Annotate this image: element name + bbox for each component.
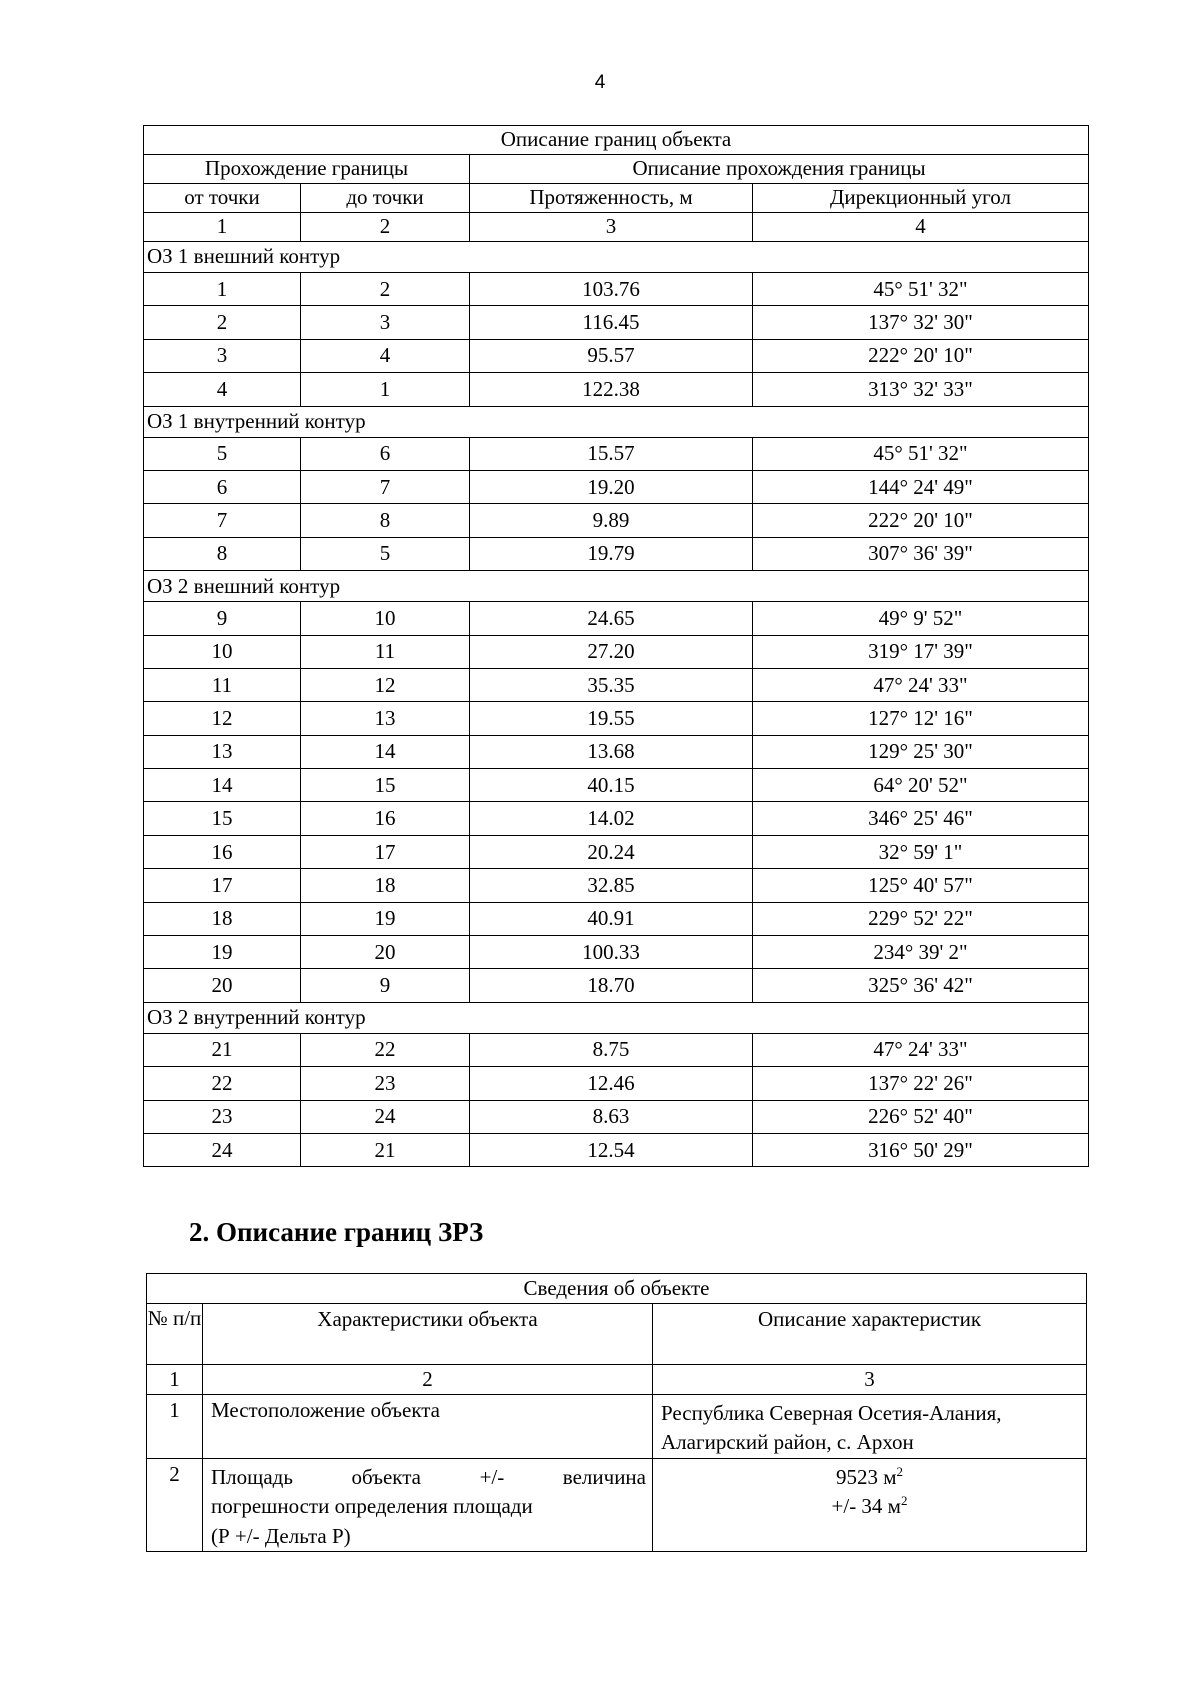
table-row	[144, 668, 1089, 701]
column-number: 2	[203, 1365, 653, 1395]
to-point: 2	[301, 273, 470, 306]
word: +/-	[479, 1465, 505, 1489]
from-point: 13	[144, 735, 301, 768]
length-value: 14.02	[470, 802, 753, 835]
from-point: 2	[144, 306, 301, 339]
length-value: 12.46	[470, 1067, 753, 1100]
to-point: 6	[301, 437, 470, 470]
table-row	[144, 1133, 1089, 1166]
length-value: 95.57	[470, 339, 753, 372]
contour-section-row	[144, 1002, 1089, 1033]
length-value: 19.20	[470, 470, 753, 503]
to-point: 11	[301, 635, 470, 668]
to-point: 4	[301, 339, 470, 372]
from-point: 4	[144, 373, 301, 406]
page-number: 4	[594, 72, 606, 93]
from-point: 14	[144, 769, 301, 802]
object-info-table	[146, 1273, 1087, 1552]
direction-angle: 49° 9' 52"	[753, 602, 1089, 635]
table-row	[144, 1067, 1089, 1100]
contour-section-row	[144, 571, 1089, 602]
direction-angle: 64° 20' 52"	[753, 769, 1089, 802]
word: Площадь	[211, 1465, 293, 1489]
length-value: 12.54	[470, 1133, 753, 1166]
characteristic-area	[203, 1459, 653, 1552]
direction-angle: 125° 40' 57"	[753, 869, 1089, 902]
characteristic-location: Местоположение объекта	[203, 1395, 653, 1459]
to-point: 13	[301, 702, 470, 735]
table-row	[144, 702, 1089, 735]
column-number: 4	[753, 213, 1089, 242]
to-point: 15	[301, 769, 470, 802]
column-header-to: до точки	[301, 184, 470, 213]
column-number: 3	[653, 1365, 1087, 1395]
direction-angle: 127° 12' 16"	[753, 702, 1089, 735]
from-point: 8	[144, 537, 301, 570]
to-point: 16	[301, 802, 470, 835]
column-header-characteristic: Характеристики объекта	[203, 1304, 653, 1365]
length-value: 18.70	[470, 969, 753, 1002]
section-heading: 2. Описание границ ЗРЗ	[189, 1217, 484, 1247]
direction-angle: 307° 36' 39"	[753, 537, 1089, 570]
to-point: 7	[301, 470, 470, 503]
characteristic-area-line2: погрешности определения площади	[211, 1494, 533, 1519]
direction-angle: 144° 24' 49"	[753, 470, 1089, 503]
area-value: 9523 $м^2$	[835, 1464, 904, 1489]
to-point: 20	[301, 936, 470, 969]
info-table-title: Сведения об объекте	[147, 1274, 1087, 1304]
to-point: 10	[301, 602, 470, 635]
direction-angle: 319° 17' 39"	[753, 635, 1089, 668]
table-row	[144, 306, 1089, 339]
word: величина	[562, 1465, 646, 1489]
from-point: 17	[144, 869, 301, 902]
from-point: 15	[144, 802, 301, 835]
to-point: 5	[301, 537, 470, 570]
group-header-passage: Прохождение границы	[144, 155, 470, 184]
to-point: 12	[301, 668, 470, 701]
direction-angle: 47° 24' 33"	[753, 1033, 1089, 1066]
table-row	[144, 902, 1089, 935]
column-header-description: Описание характеристик	[653, 1304, 1087, 1365]
table-row	[144, 437, 1089, 470]
from-point: 10	[144, 635, 301, 668]
from-point: 7	[144, 504, 301, 537]
direction-angle: 32° 59' 1"	[753, 835, 1089, 868]
direction-angle: 45° 51' 32"	[753, 437, 1089, 470]
column-header-angle: Дирекционный угол	[753, 184, 1089, 213]
direction-angle: 137° 32' 30"	[753, 306, 1089, 339]
length-value: 103.76	[470, 273, 753, 306]
length-value: 9.89	[470, 504, 753, 537]
table-row	[144, 1100, 1089, 1133]
column-number: 1	[147, 1365, 203, 1395]
to-point: 3	[301, 306, 470, 339]
table-row	[144, 504, 1089, 537]
table-row	[144, 735, 1089, 768]
table-row	[144, 936, 1089, 969]
table-row	[144, 635, 1089, 668]
direction-angle: 234° 39' 2"	[753, 936, 1089, 969]
from-point: 16	[144, 835, 301, 868]
length-value: 13.68	[470, 735, 753, 768]
contour-section-title: ОЗ 1 внутренний контур	[144, 406, 1089, 437]
length-value: 15.57	[470, 437, 753, 470]
boundaries-table	[143, 125, 1089, 1167]
length-value: 20.24	[470, 835, 753, 868]
length-value: 24.65	[470, 602, 753, 635]
length-value: 32.85	[470, 869, 753, 902]
length-value: 8.63	[470, 1100, 753, 1133]
from-point: 21	[144, 1033, 301, 1066]
direction-angle: 45° 51' 32"	[753, 273, 1089, 306]
direction-angle: 325° 36' 42"	[753, 969, 1089, 1002]
table-row	[144, 537, 1089, 570]
column-header-from: от точки	[144, 184, 301, 213]
from-point: 6	[144, 470, 301, 503]
to-point: 23	[301, 1067, 470, 1100]
table-row	[144, 769, 1089, 802]
from-point: 19	[144, 936, 301, 969]
direction-angle: 47° 24' 33"	[753, 668, 1089, 701]
to-point: 18	[301, 869, 470, 902]
description-area	[653, 1459, 1087, 1552]
length-value: 116.45	[470, 306, 753, 339]
column-number: 1	[144, 213, 301, 242]
table-row	[144, 273, 1089, 306]
column-header-length: Протяженность, м	[470, 184, 753, 213]
group-header-description: Описание прохождения границы	[470, 155, 1089, 184]
from-point: 11	[144, 668, 301, 701]
column-header-num: № п/п	[147, 1304, 203, 1365]
boundaries-table-title: Описание границ объекта	[144, 126, 1089, 155]
table-row	[144, 869, 1089, 902]
direction-angle: 222° 20' 10"	[753, 339, 1089, 372]
length-value: 40.15	[470, 769, 753, 802]
to-point: 17	[301, 835, 470, 868]
direction-angle: 137° 22' 26"	[753, 1067, 1089, 1100]
to-point: 8	[301, 504, 470, 537]
to-point: 9	[301, 969, 470, 1002]
table-row	[144, 602, 1089, 635]
from-point: 23	[144, 1100, 301, 1133]
length-value: 35.35	[470, 668, 753, 701]
table-row	[144, 1033, 1089, 1066]
to-point: 19	[301, 902, 470, 935]
table-row	[144, 802, 1089, 835]
to-point: 21	[301, 1133, 470, 1166]
to-point: 1	[301, 373, 470, 406]
length-value: 100.33	[470, 936, 753, 969]
length-value: 8.75	[470, 1033, 753, 1066]
area-error: +/- 34 $м^2$	[831, 1493, 908, 1519]
table-row	[144, 969, 1089, 1002]
characteristic-area-line1	[211, 1463, 646, 1492]
word: объекта	[351, 1465, 421, 1489]
direction-angle: 226° 52' 40"	[753, 1100, 1089, 1133]
contour-section-title: ОЗ 1 внешний контур	[144, 242, 1089, 273]
from-point: 5	[144, 437, 301, 470]
contour-section-row	[144, 242, 1089, 273]
to-point: 14	[301, 735, 470, 768]
length-value: 122.38	[470, 373, 753, 406]
characteristic-area-line3: (Р +/- Дельта Р)	[211, 1523, 351, 1548]
from-point: 9	[144, 602, 301, 635]
contour-section-title: ОЗ 2 внешний контур	[144, 571, 1089, 602]
table-row	[144, 373, 1089, 406]
from-point: 22	[144, 1067, 301, 1100]
contour-section-row	[144, 406, 1089, 437]
superscript: 2	[900, 1493, 908, 1509]
table-row	[144, 470, 1089, 503]
from-point: 20	[144, 969, 301, 1002]
table-row	[144, 339, 1089, 372]
length-value: 19.79	[470, 537, 753, 570]
from-point: 24	[144, 1133, 301, 1166]
length-value: 19.55	[470, 702, 753, 735]
direction-angle: 313° 32' 33"	[753, 373, 1089, 406]
from-point: 18	[144, 902, 301, 935]
row-number: 2	[147, 1459, 203, 1552]
from-point: 12	[144, 702, 301, 735]
direction-angle: 346° 25' 46"	[753, 802, 1089, 835]
column-number: 3	[470, 213, 753, 242]
row-number: 1	[147, 1395, 203, 1459]
to-point: 24	[301, 1100, 470, 1133]
direction-angle: 316° 50' 29"	[753, 1133, 1089, 1166]
direction-angle: 229° 52' 22"	[753, 902, 1089, 935]
direction-angle: 129° 25' 30"	[753, 735, 1089, 768]
description-location: Республика Северная Осетия-Алания, Алагирский район, с. Архон	[653, 1395, 1087, 1459]
to-point: 22	[301, 1033, 470, 1066]
from-point: 1	[144, 273, 301, 306]
length-value: 40.91	[470, 902, 753, 935]
column-number: 2	[301, 213, 470, 242]
contour-section-title: ОЗ 2 внутренний контур	[144, 1002, 1089, 1033]
length-value: 27.20	[470, 635, 753, 668]
superscript: 2	[896, 1464, 904, 1479]
from-point: 3	[144, 339, 301, 372]
direction-angle: 222° 20' 10"	[753, 504, 1089, 537]
table-row	[144, 835, 1089, 868]
